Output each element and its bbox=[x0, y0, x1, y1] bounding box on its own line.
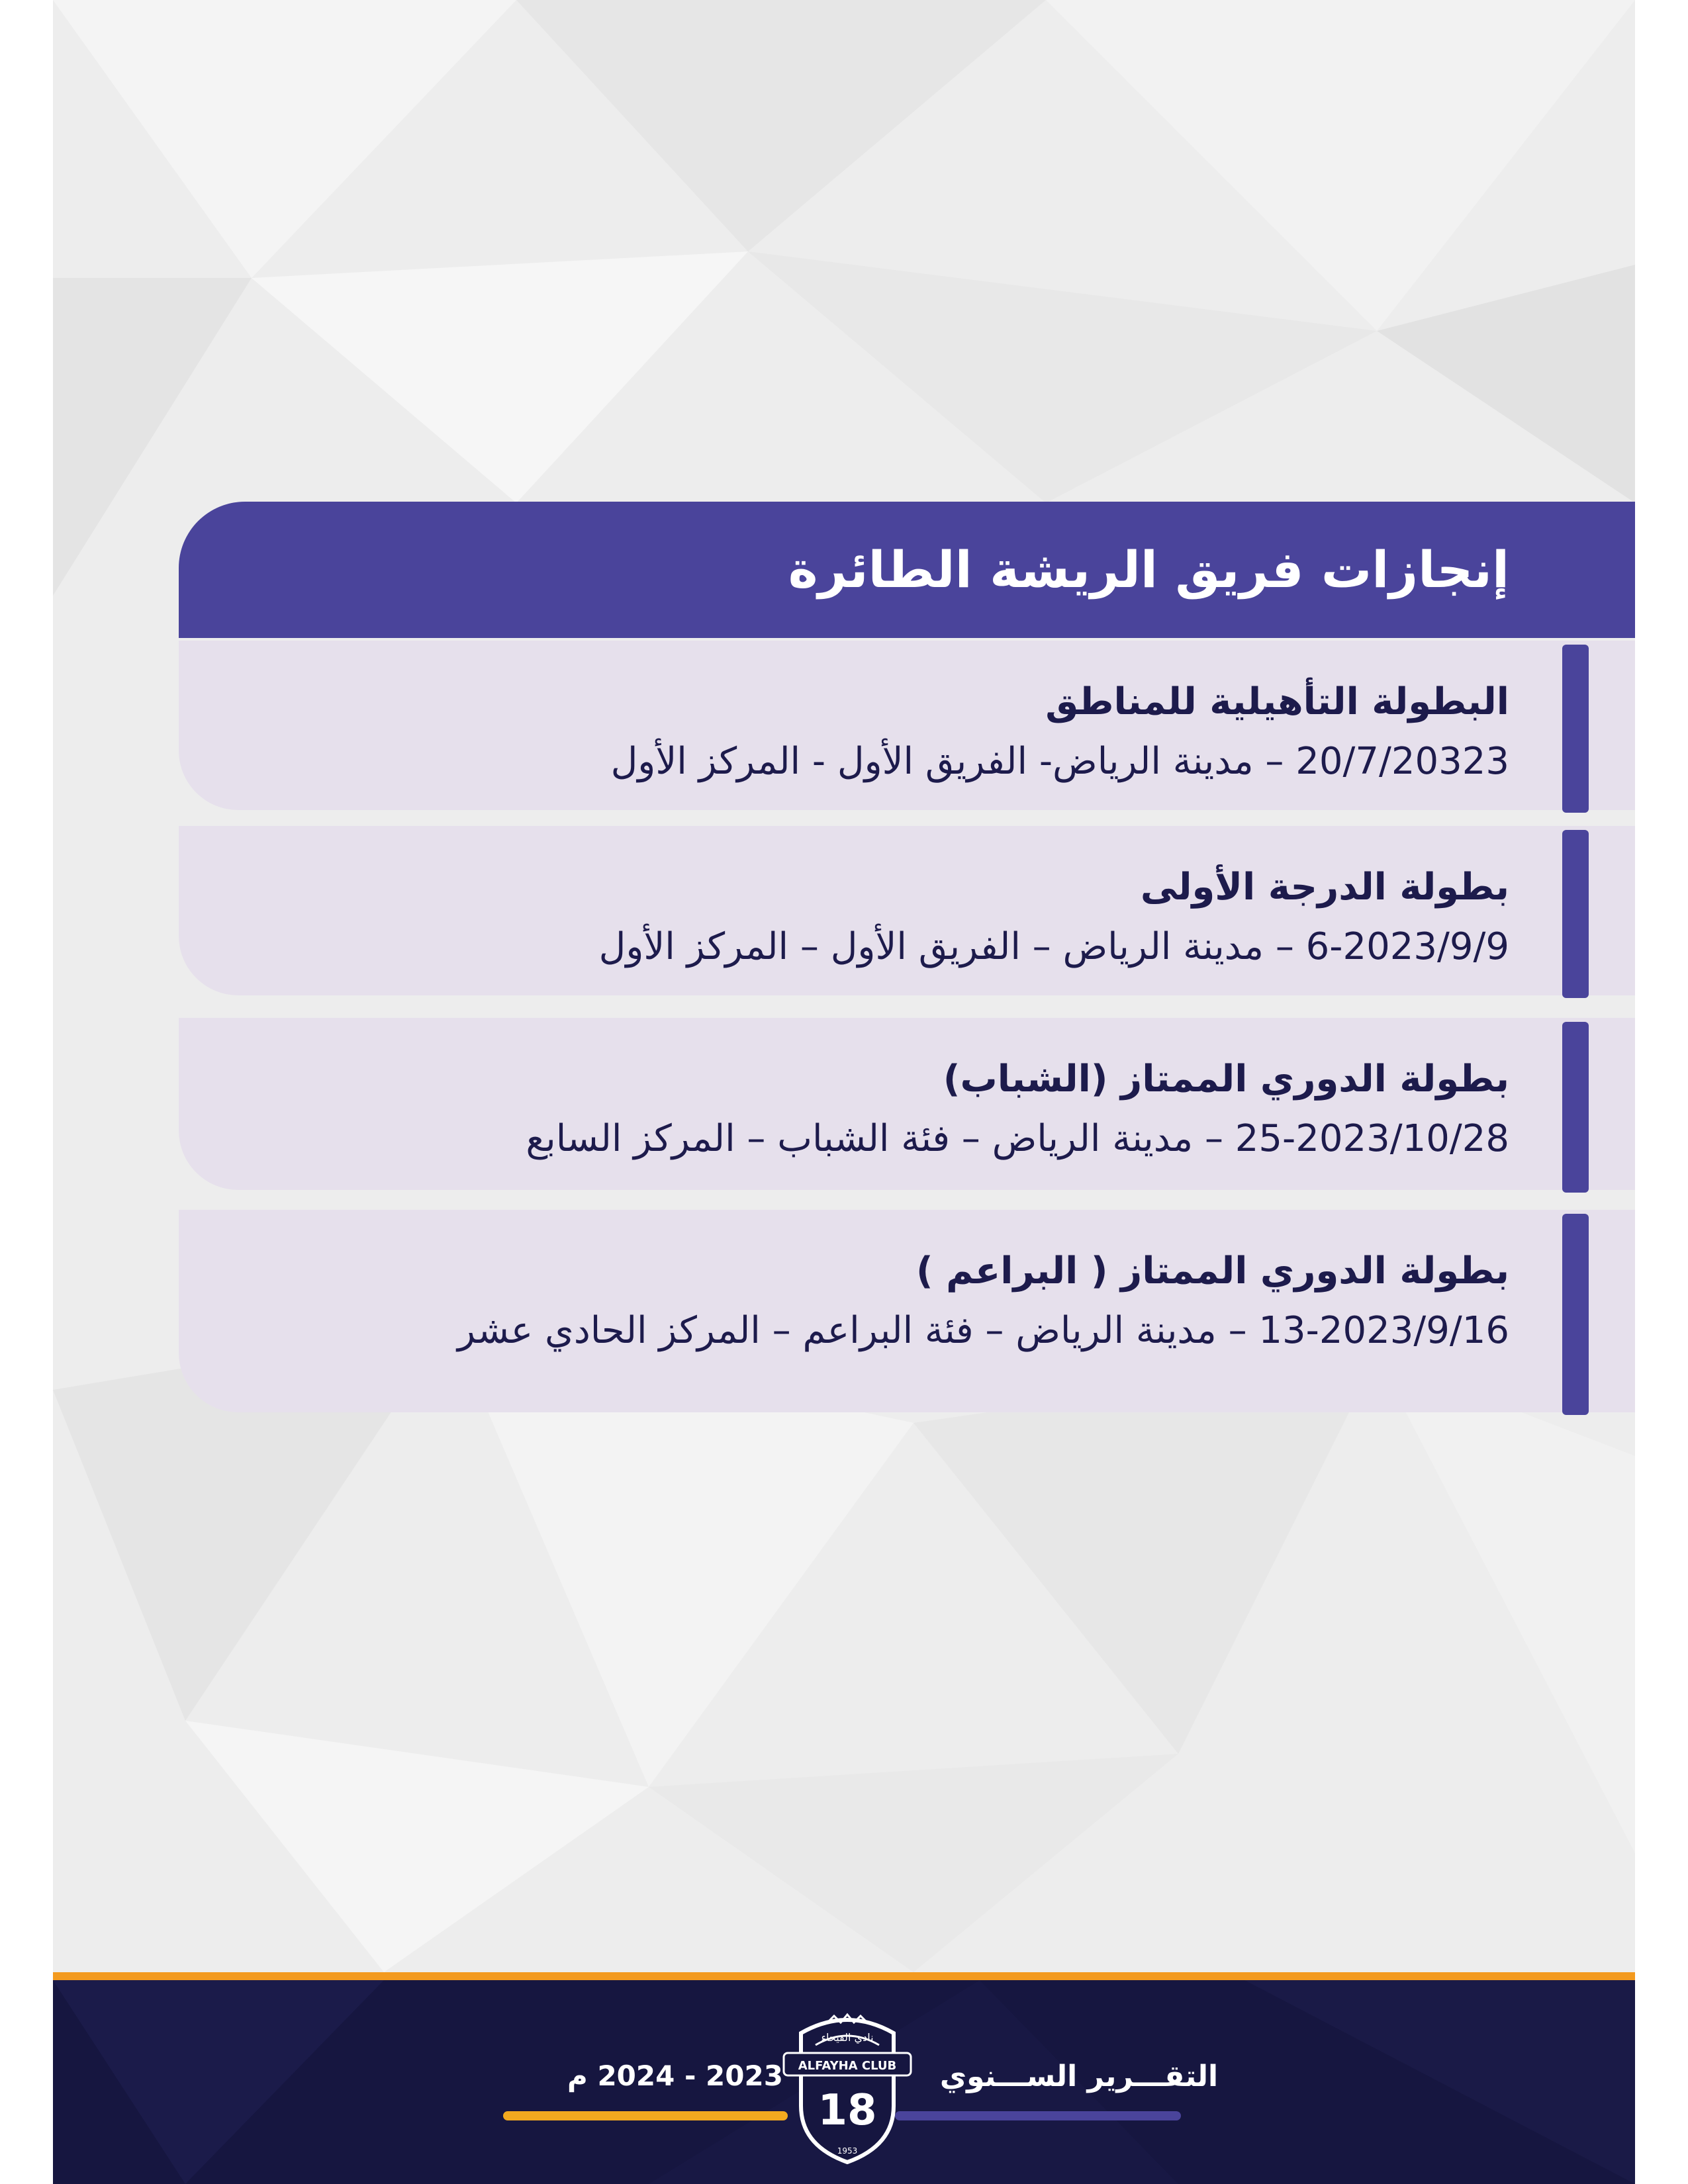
achievement-detail: 13-2023/9/16 – مدينة الرياض – فئة البراعم – المركز الحادي عشر bbox=[457, 1309, 1509, 1352]
card-accent bbox=[1562, 1022, 1589, 1193]
card-accent bbox=[1562, 645, 1589, 813]
achievement-card bbox=[179, 641, 1635, 810]
footer-accent-line bbox=[53, 1972, 1635, 1980]
achievement-detail: 20/7/20323 – مدينة الرياض- الفريق الأول - المركز الأول bbox=[610, 740, 1509, 783]
footer bbox=[53, 1980, 1635, 2184]
logo-year: 1953 bbox=[837, 2146, 858, 2156]
years-underline bbox=[503, 2111, 788, 2120]
club-logo bbox=[781, 2007, 914, 2165]
document-page bbox=[53, 0, 1635, 2184]
card-accent bbox=[1562, 830, 1589, 998]
achievement-detail: 6-2023/9/9 – مدينة الرياض – الفريق الأول – المركز الأول bbox=[598, 925, 1509, 968]
report-underline bbox=[895, 2111, 1181, 2120]
achievement-heading: بطولة الدرجة الأولى bbox=[1140, 866, 1509, 909]
logo-number: 18 bbox=[818, 2086, 877, 2135]
logo-arabic-text: نادي الفيحاء bbox=[821, 2031, 874, 2044]
logo-english-text: ALFAYHA CLUB bbox=[798, 2059, 897, 2073]
achievement-card bbox=[179, 1210, 1635, 1412]
section-title: إنجازات فريق الريشة الطائرة bbox=[788, 540, 1509, 599]
achievement-heading: البطولة التأهيلية للمناطق bbox=[1045, 680, 1509, 723]
achievement-heading: بطولة الدوري الممتاز ( البراعم ) bbox=[916, 1250, 1509, 1293]
achievement-card bbox=[179, 1018, 1635, 1190]
achievement-detail: 25-2023/10/28 – مدينة الرياض – فئة الشباب – المركز السابع bbox=[526, 1117, 1509, 1160]
report-years: 2023 - 2024 م bbox=[567, 2060, 783, 2092]
section-title-bar bbox=[179, 502, 1635, 638]
achievement-heading: بطولة الدوري الممتاز (الشباب) bbox=[943, 1058, 1509, 1101]
achievement-card bbox=[179, 826, 1635, 995]
card-accent bbox=[1562, 1214, 1589, 1415]
annual-report-label: التقـــرير الســـنوي bbox=[939, 2060, 1219, 2093]
